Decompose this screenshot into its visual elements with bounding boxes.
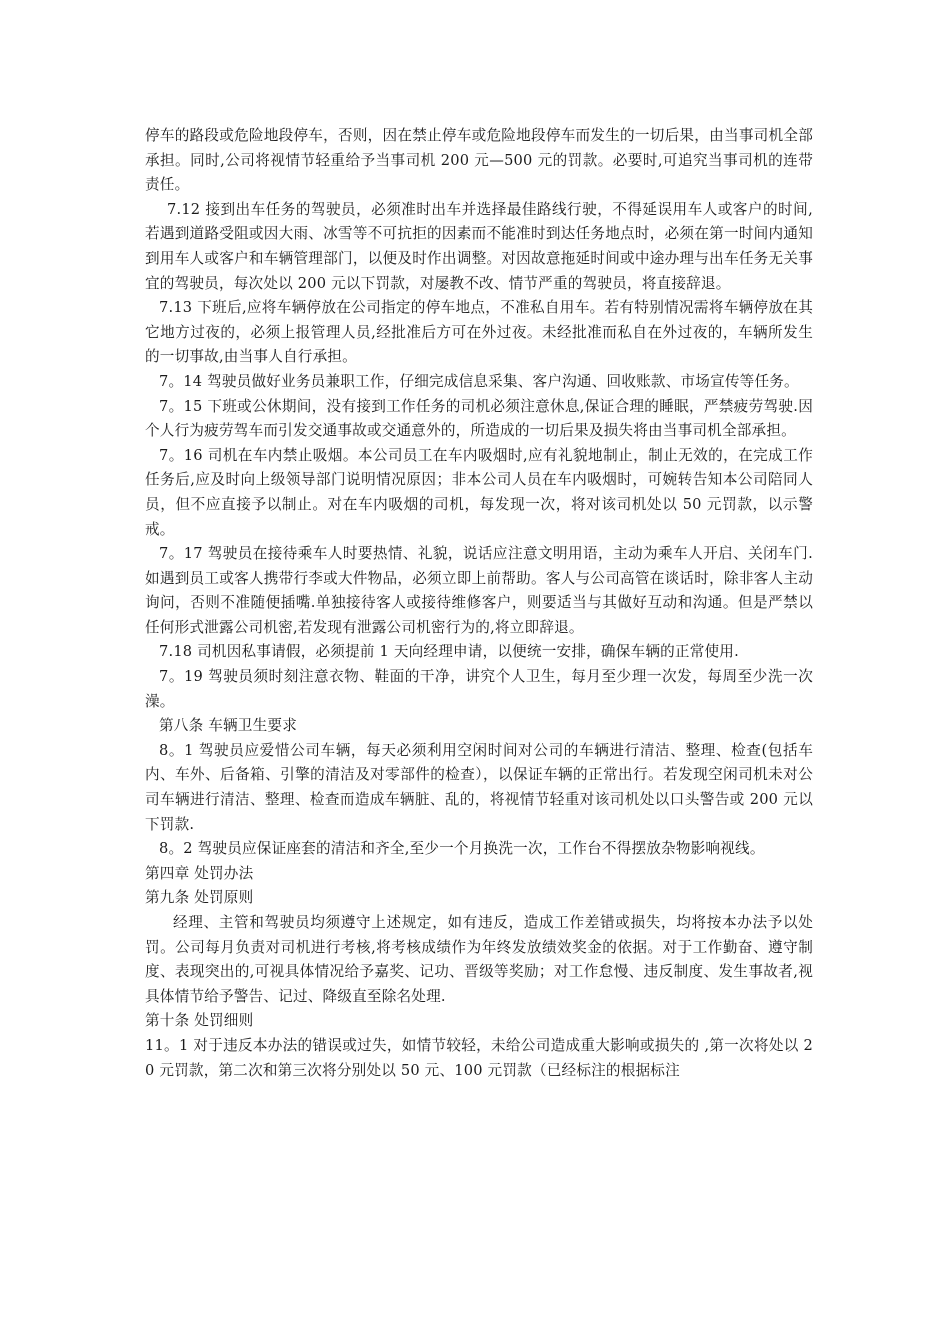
paragraph-7-11-continued: 停车的路段或危险地段停车，否则，因在禁止停车或危险地段停车而发生的一切后果，由当事司机全部承担。同时,公司将视情节轻重给予当事司机 200 元—500 元的罚款。必要时,可追究当事司机的连带责任。 [145,127,813,194]
paragraph-8-2: 8。2 驾驶员应保证座套的清洁和齐全,至少一个月换洗一次，工作台不得摆放杂物影响视线。 [159,840,765,858]
paragraph-7-19: 7。19 驾驶员须时刻注意衣物、鞋面的干净，讲究个人卫生，每月至少理一次发，每周至少洗一次澡。 [145,668,813,710]
paragraph-7-16: 7。16 司机在车内禁止吸烟。本公司员工在车内吸烟时,应有礼貌地制止，制止无效的，在完成工作任务后,应及时向上级领导部门说明情况原因；非本公司人员在车内吸烟时，可婉转告知本公司陪同人员，但不应直接予以制止。对在车内吸烟的司机，每发现一次，将对该司机处以 50 元罚款，以示警戒。 [145,446,813,538]
chapter-4-heading: 第四章 处罚办法 [145,864,254,882]
paragraph-7-14: 7。14 驾驶员做好业务员兼职工作，仔细完成信息采集、客户沟通、回收账款、市场宣传等任务。 [159,372,799,390]
article-10-heading: 第十条 处罚细则 [145,1012,254,1030]
paragraph-7-12: 7.12 接到出车任务的驾驶员，必须准时出车并选择最佳路线行驶，不得延误用车人或客户的时间,若遇到道路受阻或因大雨、冰雪等不可抗拒的因素而不能准时到达任务地点时，必须在第一时间内通知到用车人或客户和车辆管理部门，以便及时作出调整。对因故意拖延时间或中途办理与出车任务无关事宜的驾驶员，每次处以 200 元以下罚款，对屡教不改、情节严重的驾驶员，将直接辞退。 [145,200,813,292]
document-body [145,124,813,1083]
paragraph-7-15: 7。15 下班或公休期间，没有接到工作任务的司机必须注意休息,保证合理的睡眠，严禁疲劳驾驶.因个人行为疲劳驾车而引发交通事故或交通意外的，所造成的一切后果及损失将由当事司机全部承担。 [145,397,813,440]
paragraph-article-9: 经理、主管和驾驶员均须遵守上述规定，如有违反，造成工作差错或损失，均将按本办法予以处罚。公司每月负责对司机进行考核,将考核成绩作为年终发放绩效奖金的依据。对于工作勤奋、遵守制度、表现突出的,可视具体情况给予嘉奖、记功、晋级等奖励；对工作怠慢、违反制度、发生事故者,视具体情节给予警告、记过、降级直至除名处理. [145,914,813,1005]
article-8-heading: 第八条 车辆卫生要求 [159,717,297,735]
article-9-heading: 第九条 处罚原则 [145,889,254,907]
paragraph-11-1: 11。1 对于违反本办法的错误或过失，如情节较轻，未给公司造成重大影响或损失的 ,第一次将处以 20 元罚款，第二次和第三次将分别处以 50 元、100 元罚款（已经标注的根据标注 [145,1036,813,1079]
paragraph-7-17: 7。17 驾驶员在接待乘车人时要热情、礼貌，说话应注意文明用语，主动为乘车人开启、关闭车门.如遇到员工或客人携带行李或大件物品，必须立即上前帮助。客人与公司高管在谈话时，除非客人主动询问，否则不准随便插嘴.单独接待客人或接待维修客户，则要适当与其做好互动和沟通。但是严禁以任何形式泄露公司机密,若发现有泄露公司机密行为的,将立即辞退。 [145,545,813,636]
paragraph-8-1: 8。1 驾驶员应爱惜公司车辆，每天必须利用空闲时间对公司的车辆进行清洁、整理、检查(包括车内、车外、后备箱、引擎的清洁及对零部件的检查），以保证车辆的正常出行。若发现空闲司机未对公司车辆进行清洁、整理、检查而造成车辆脏、乱的，将视情节轻重对该司机处以口头警告或 200 元以下罚款. [145,741,813,833]
paragraph-7-13: 7.13 下班后,应将车辆停放在公司指定的停车地点，不准私自用车。若有特别情况需将车辆停放在其它地方过夜的，必须上报管理人员,经批准后方可在外过夜。未经批准而私自在外过夜的，车辆所发生的一切事故,由当事人自行承担。 [145,299,813,366]
paragraph-7-18: 7.18 司机因私事请假，必须提前 1 天向经理申请，以便统一安排，确保车辆的正常使用. [159,643,739,661]
